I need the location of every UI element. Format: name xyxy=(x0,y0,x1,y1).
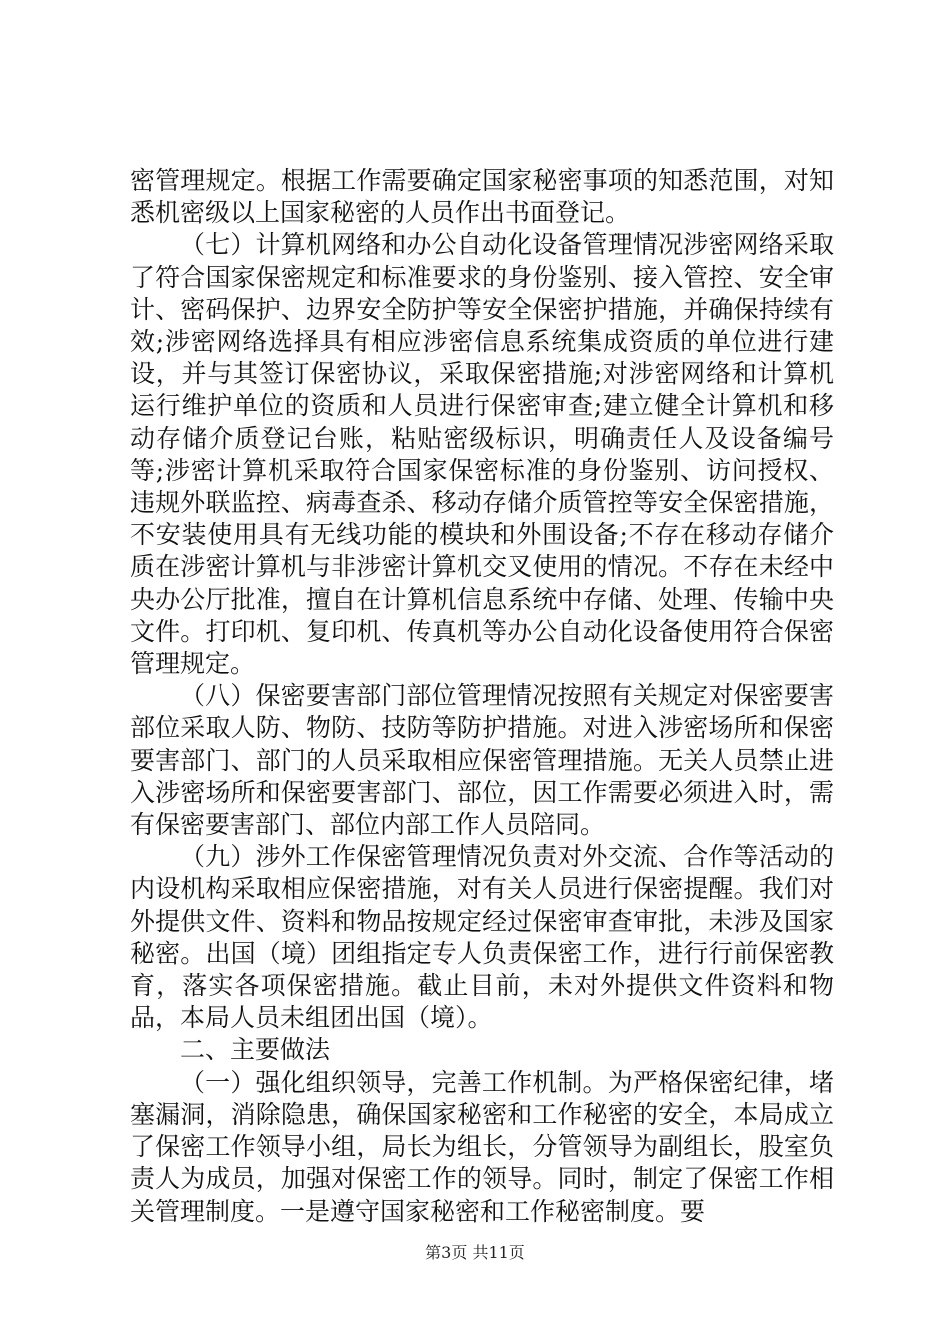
paragraph-section-9: （九）涉外工作保密管理情况负责对外交流、合作等活动的内设机构采取相应保密措施，对有关人员进行保密提醒。我们对外提供文件、资料和物品按规定经过保密审查审批，未涉及国家秘密。出国（境）团组指定专人负责保密工作，进行行前保密教育，落实各项保密措施。截止目前，未对外提供文件资料和物品，本局人员未组团出国（境）。 xyxy=(130,842,834,1033)
document-body xyxy=(130,165,834,1228)
heading-main-practices: 二、主要做法 xyxy=(180,1035,331,1065)
paragraph-section-7: （七）计算机网络和办公自动化设备管理情况涉密网络采取了符合国家保密规定和标准要求的身份鉴别、接入管控、安全审计、密码保护、边界安全防护等安全保密护措施，并确保持续有效;涉密网络选择具有相应涉密信息系统集成资质的单位进行建设，并与其签订保密协议，采取保密措施;对涉密网络和计算机运行维护单位的资质和人员进行保密审查;建立健全计算机和移动存储介质登记台账，粘贴密级标识，明确责任人及设备编号等;涉密计算机采取符合国家保密标准的身份鉴别、访问授权、违规外联监控、病毒查杀、移动存储介质管控等安全保密措施，不安装使用具有无线功能的模块和外围设备;不存在移动存储介质在涉密计算机与非涉密计算机交叉使用的情况。不存在未经中央办公厅批准，擅自在计算机信息系统中存储、处理、传输中央文件。打印机、复印机、传真机等办公自动化设备使用符合保密管理规定。 xyxy=(130,230,834,679)
paragraph-continuation: 密管理规定。根据工作需要确定国家秘密事项的知悉范围，对知悉机密级以上国家秘密的人员作出书面登记。 xyxy=(130,166,834,228)
paragraph-practice-1: （一）强化组织领导，完善工作机制。为严格保密纪律，堵塞漏洞，消除隐患，确保国家秘密和工作秘密的安全，本局成立了保密工作领导小组，局长为组长，分管领导为副组长，股室负责人为成员，加强对保密工作的领导。同时，制定了保密工作相关管理制度。一是遵守国家秘密和工作秘密制度。要 xyxy=(130,1067,834,1226)
paragraph-section-8: （八）保密要害部门部位管理情况按照有关规定对保密要害部位采取人防、物防、技防等防护措施。对进入涉密场所和保密要害部门、部门的人员采取相应保密管理措施。无关人员禁止进入涉密场所和保密要害部门、部位，因工作需要必须进入时，需有保密要害部门、部位内部工作人员陪同。 xyxy=(130,681,834,840)
page-number-footer: 第3页 共11页 xyxy=(425,1243,525,1262)
